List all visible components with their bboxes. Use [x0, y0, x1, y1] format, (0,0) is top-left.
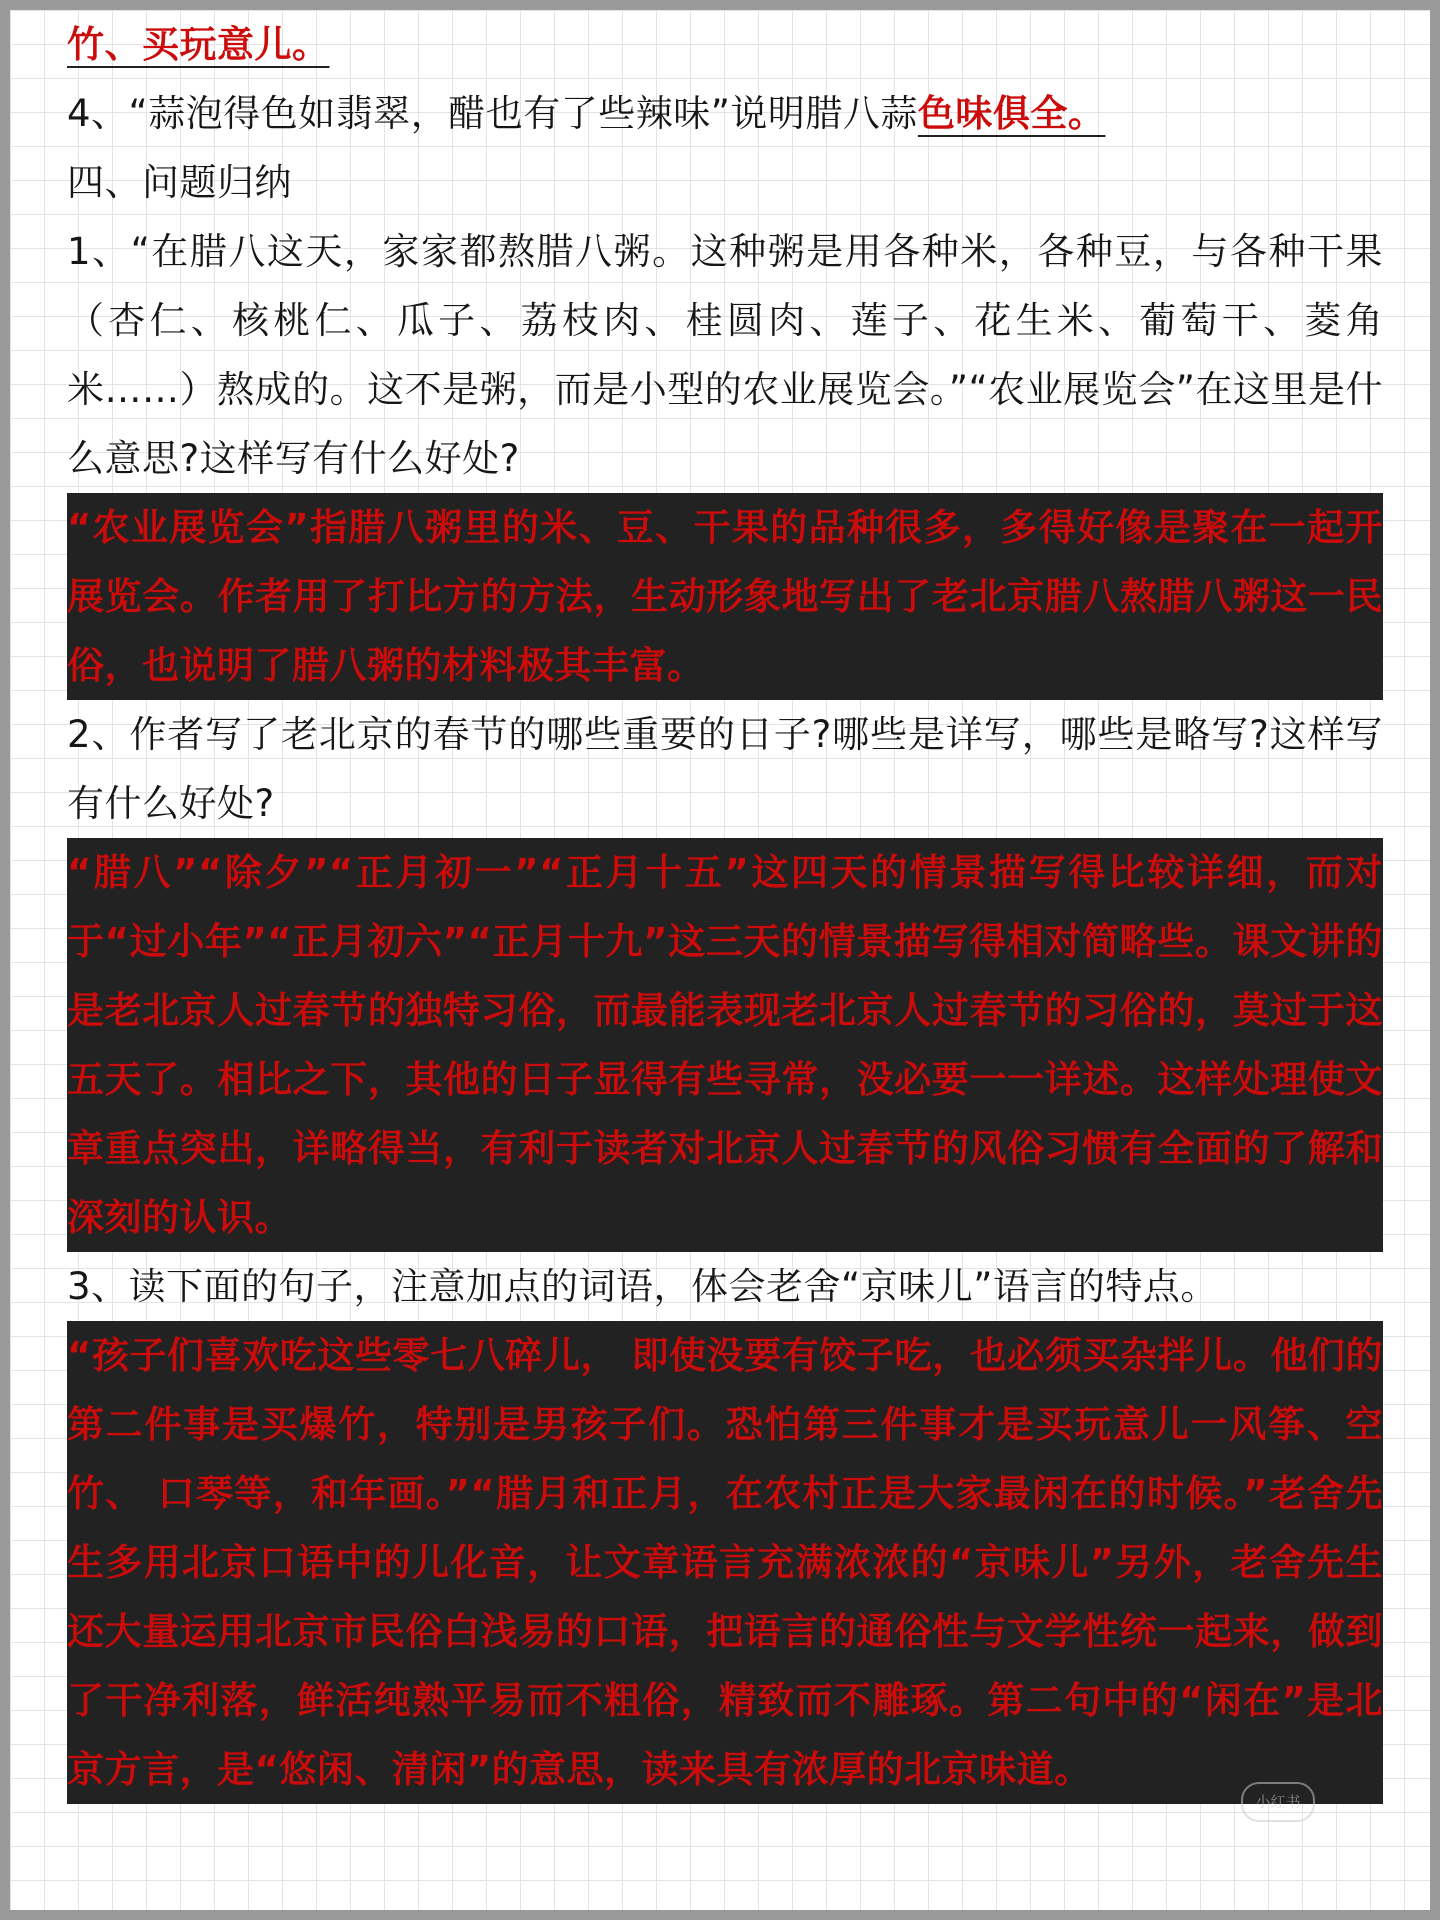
section-title: 四、问题归纳: [67, 161, 292, 204]
answer-1-text: “农业展览会”指腊八粥里的米、豆、干果的品种很多，多得好像是聚在一起开展览会。作者用了打比方的方法，生动形象地写出了老北京腊八熬腊八粥这一民俗，也说明了腊八粥的材料极其丰富。: [67, 506, 1383, 687]
answer-2-text: “腊八”“除夕”“正月初一”“正月十五”这四天的情景描写得比较详细，而对于“过小年”“正月初六”“正月十九”这三天的情景描写得相对简略些。课文讲的是老北京人过春节的独特习俗，而最能表现老北京人过春节的习俗的，莫过于这五天了。相比之下，其他的日子显得有些寻常，没必要一一详述。这样处理使文章重点突出，详略得当，有利于读者对北京人过春节的风俗习惯有全面的了解和深刻的认识。: [67, 851, 1383, 1239]
item4-answer: 色味俱全。: [917, 92, 1106, 135]
watermark-logo: 小红书: [1241, 1782, 1315, 1822]
answer-2: [67, 838, 1383, 1252]
content: [67, 10, 1383, 1804]
top-fragment-answer: 竹、买玩意儿。: [67, 23, 330, 66]
question-1: 1、“在腊八这天，家家都熬腊八粥。这种粥是用各种米，各种豆，与各种干果（杏仁、核桃仁、瓜子、荔枝肉、桂圆肉、莲子、花生米、葡萄干、菱角米……）熬成的。这不是粥，而是小型的农业展览会。”“农业展览会”在这里是什么意思?这样写有什么好处?: [67, 230, 1383, 480]
answer-3-text: “孩子们喜欢吃这些零七八碎儿， 即使没要有饺子吃，也必须买杂拌儿。他们的第二件事是买爆竹，特别是男孩子们。恐怕第三件事才是买玩意儿一风筝、空竹、 口琴等，和年画。”“腊月和正月，在农村正是大家最闲在的时候。”老舍先生多用北京口语中的儿化音，让文章语言充满浓浓的“京味儿”另外，老舍先生还大量运用北京市民俗白浅易的口语，把语言的通俗性与文学性统一起来，做到了干净利落，鲜活纯熟平易而不粗俗，精致而不雕琢。第二句中的“闲在”是北京方言，是“悠闲、清闲”的意思，读来具有浓厚的北京味道。: [67, 1334, 1383, 1791]
answer-3: [67, 1321, 1383, 1804]
question-3: 3、读下面的句子，注意加点的词语，体会老舍“京味儿”语言的特点。: [67, 1265, 1218, 1308]
answer-1: [67, 493, 1383, 700]
item4-line: [67, 79, 1383, 148]
worksheet-page: [10, 10, 1430, 1910]
question-2: 2、作者写了老北京的春节的哪些重要的日子?哪些是详写，哪些是略写?这样写有什么好处?: [67, 713, 1383, 825]
top-fragment-line: [67, 10, 1383, 79]
item4-question: 4、“蒜泡得色如翡翠，醋也有了些辣味”说明腊八蒜: [67, 92, 918, 135]
